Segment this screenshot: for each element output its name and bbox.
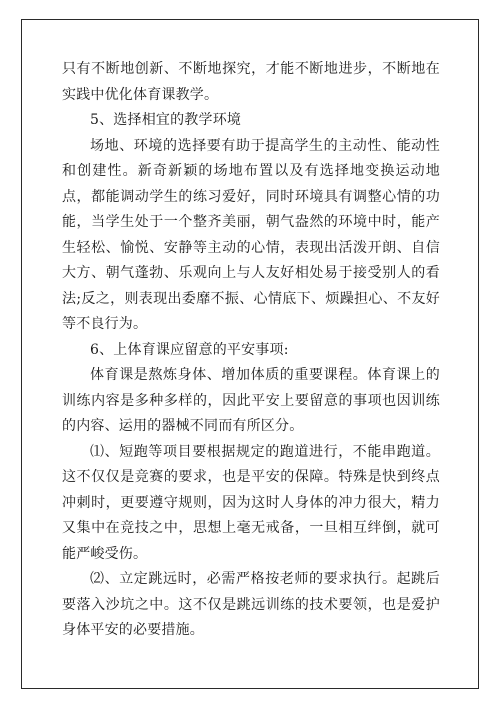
section-heading-6: 6、上体育课应留意的平安事项:	[90, 341, 289, 358]
paragraph-environment: 场地、环境的选择要有助于提高学生的主动性、能动性和创建性。新奇新颖的场地布置以及有选择地变换运动地点，都能调动学生的练习爱好，同时环境具有调整心情的功能，当学生处于一个整齐美丽，朝气盎然的环境中时，能产生轻松、愉悦、安静等主动的心情，表现出活泼开朗、自信大方、朝气蓬勃、乐观向上与人友好相处易于接受别人的看法;反之，则表现出委靡不振、心情底下、烦躁担心、不友好等不良行为。	[62, 137, 440, 332]
document-body	[62, 57, 440, 644]
section-heading-5: 5、选择相宜的教学环境	[90, 112, 242, 128]
paragraph-sprint-safety: ⑴、短跑等项目要根据规定的跑道进行，不能串跑道。这不仅仅是竞赛的要求，也是平安的保障。特殊是快到终点冲刺时，更要遵守规则，因为这时人身体的冲力很大，精力又集中在竞技之中，思想上毫无戒备，一旦相互绊倒，就可能严峻受伤。	[62, 443, 440, 562]
paragraph-long-jump-safety: ⑵、立定跳远时，必需严格按老师的要求执行。起跳后要落入沙坑之中。这不仅是跳远训练的技术要领，也是爱护身体平安的必要措施。	[62, 571, 440, 638]
paragraph-continuation: 只有不断地创新、不断地探究，才能不断地进步，不断地在实践中优化体育课教学。	[62, 61, 440, 103]
paragraph-pe-intro: 体育课是熬炼身体、增加体质的重要课程。体育课上的训练内容是多种多样的，因此平安上要留意的事项也因训练的内容、运用的器械不同而有所区分。	[62, 367, 440, 434]
